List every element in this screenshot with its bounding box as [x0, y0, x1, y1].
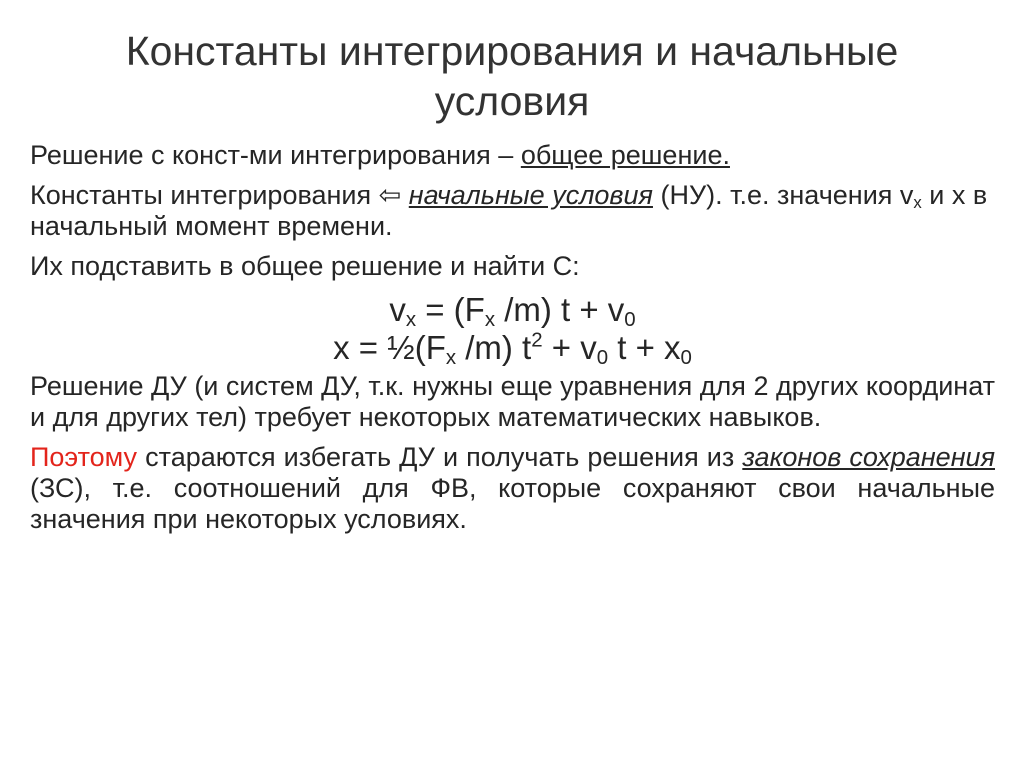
vx-subscript: x: [913, 193, 922, 213]
substitute-text: Их подставить в общее решение и найти С:: [30, 251, 580, 281]
formula-f-subscript: x: [484, 308, 496, 332]
formula2-t-superscript: 2: [531, 328, 543, 352]
formula2-plus-x: t + x: [608, 329, 681, 366]
initial-conditions-term: начальные условия: [408, 180, 653, 210]
general-solution-text: Решение с конст-ми интегрирования –: [30, 140, 521, 170]
formula-v-subscript: x: [405, 308, 417, 332]
paragraph-conservation-laws: [30, 442, 995, 535]
conservation-text-end: (ЗС), т.е. соотношений для ФВ, которые сохраняют свои начальные значения при некоторых условиях.: [30, 473, 995, 534]
constants-text: Константы интегрирования ⇦: [30, 180, 409, 210]
conservation-laws-term: законов сохранения: [742, 442, 995, 472]
formula-v0-subscript: 0: [624, 308, 636, 332]
formula-velocity: [30, 291, 995, 332]
initial-conditions-text-end: и x в начальный момент времени.: [30, 180, 988, 241]
formula2-f-subscript: x: [445, 346, 457, 370]
initial-conditions-text: (НУ). т.е. значения v: [652, 180, 914, 210]
paragraph-initial-conditions: [30, 180, 995, 242]
therefore-word: Поэтому: [30, 442, 138, 472]
formula2-lhs: x = ½(F: [333, 329, 446, 366]
formula-position: [30, 328, 995, 370]
formula-eq: = (F: [416, 291, 485, 328]
slide-body: [30, 140, 995, 544]
paragraph-substitute: [30, 251, 995, 282]
general-solution-term: общее решение.: [520, 140, 730, 170]
paragraph-de-solution: [30, 371, 995, 433]
paragraph-general-solution: [30, 140, 995, 171]
formula2-plus-v: + v: [542, 329, 597, 366]
de-solution-text: Решение ДУ (и систем ДУ, т.к. нужны еще уравнения для 2 других координат и для других тел) требует некоторых математических навыков.: [30, 371, 995, 432]
formula2-v0-subscript: 0: [596, 346, 609, 370]
formula-mid: /m) t + v: [495, 291, 625, 328]
conservation-text: стараются избегать ДУ и получать решения из: [137, 442, 743, 472]
formula2-mid: /m) t: [456, 329, 532, 366]
slide-title: Константы интегрирования и начальные условия: [125, 28, 899, 124]
formula2-x0-subscript: 0: [680, 346, 692, 370]
formula-v: v: [389, 291, 406, 328]
